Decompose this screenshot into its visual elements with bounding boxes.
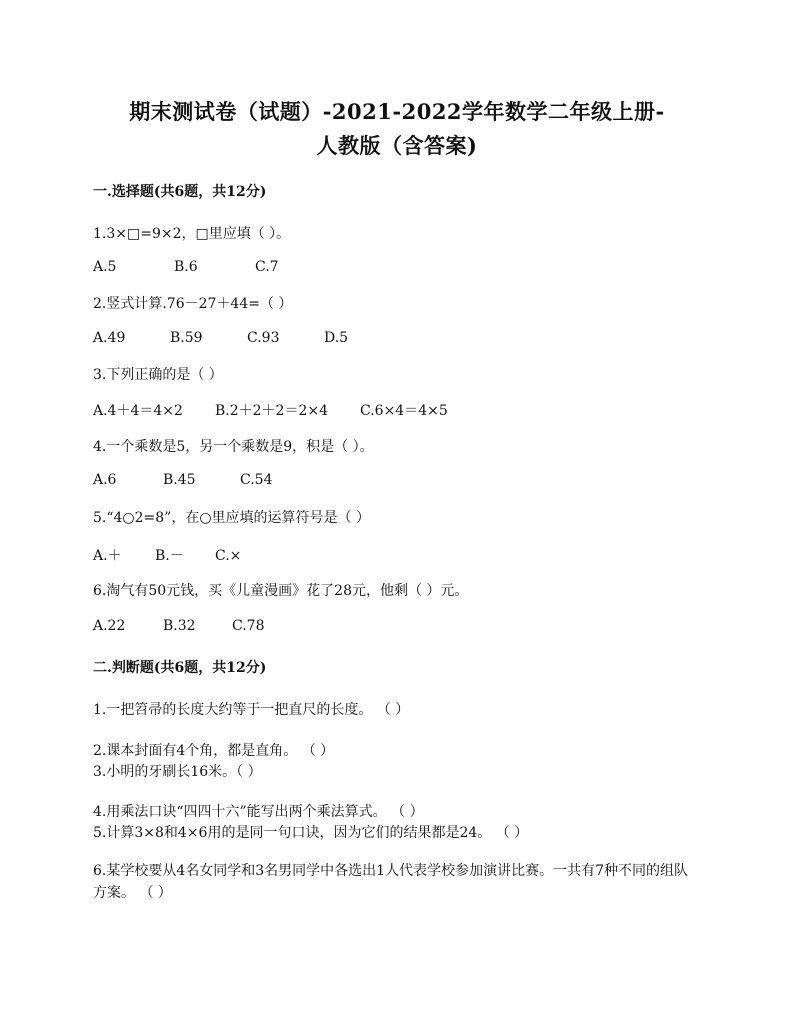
question-1-5-options bbox=[93, 545, 241, 565]
option-b: B.45 bbox=[163, 472, 196, 488]
option-a: A.6 bbox=[93, 472, 117, 488]
judge-question-6: 6.某学校要从4名女同学和3名男同学中各选出1人代表学校参加演讲比赛。一共有7种不同的组队方案。 （ ） bbox=[93, 863, 688, 901]
question-1-4-options bbox=[93, 472, 272, 488]
question-1-4: 4.一个乘数是5，另一个乘数是9，积是（ ）。 bbox=[93, 439, 374, 455]
question-1-2-options bbox=[93, 330, 348, 346]
exam-title-line-2: 人教版（含答案) bbox=[316, 133, 478, 158]
option-a: A.49 bbox=[93, 330, 126, 346]
option-a: A.5 bbox=[93, 259, 117, 275]
question-1-6-options bbox=[93, 618, 264, 634]
option-b: B.6 bbox=[174, 259, 198, 275]
option-b: B.32 bbox=[163, 618, 196, 634]
option-a: A.22 bbox=[93, 618, 126, 634]
question-1-1-options bbox=[93, 259, 279, 275]
judge-question-2: 2.课本封面有4个角，都是直角。 （ ） bbox=[93, 743, 335, 759]
option-c: C.6×4＝4×5 bbox=[360, 403, 448, 419]
option-b: B.－ bbox=[155, 548, 184, 564]
question-1-2: 2.竖式计算.76－27＋44=（ ） bbox=[93, 296, 293, 312]
question-1-5: 5.“4○2=8”，在○里应填的运算符号是（ ） bbox=[93, 510, 371, 526]
option-b: B.59 bbox=[170, 330, 203, 346]
exam-title-line-1: 期末测试卷（试题）-2021-2022学年数学二年级上册- bbox=[129, 99, 665, 124]
judge-question-5: 5.计算3×8和4×6用的是同一句口诀，因为它们的结果都是24。 （ ） bbox=[93, 825, 529, 841]
judge-question-1: 1.一把笤帚的长度大约等于一把直尺的长度。 （ ） bbox=[93, 702, 410, 718]
option-a: A.＋ bbox=[93, 548, 122, 564]
section-1-heading: 一.选择题(共6题，共12分) bbox=[93, 184, 267, 200]
question-1-3-options bbox=[93, 400, 448, 420]
judge-question-4: 4.用乘法口诀“四四十六”能写出两个乘法算式。 （ ） bbox=[93, 804, 424, 820]
option-c: C.78 bbox=[232, 618, 265, 634]
question-1-3: 3.下列正确的是（ ） bbox=[93, 367, 223, 383]
option-c: C.54 bbox=[240, 472, 273, 488]
option-a: A.4＋4＝4×2 bbox=[93, 403, 183, 419]
question-1-1: 1.3×□=9×2，□里应填（ ）。 bbox=[93, 226, 291, 242]
question-1-6: 6.淘气有50元钱，买《儿童漫画》花了28元，他剩（ ）元。 bbox=[93, 583, 469, 599]
option-b: B.2＋2＋2＝2×4 bbox=[215, 403, 329, 419]
section-2-heading: 二.判断题(共6题，共12分) bbox=[93, 660, 267, 676]
option-d: D.5 bbox=[324, 330, 349, 346]
option-c: C.× bbox=[215, 548, 242, 564]
judge-question-3: 3.小明的牙刷长16米。（ ） bbox=[93, 764, 262, 780]
option-c: C.7 bbox=[255, 259, 279, 275]
option-c: C.93 bbox=[247, 330, 280, 346]
